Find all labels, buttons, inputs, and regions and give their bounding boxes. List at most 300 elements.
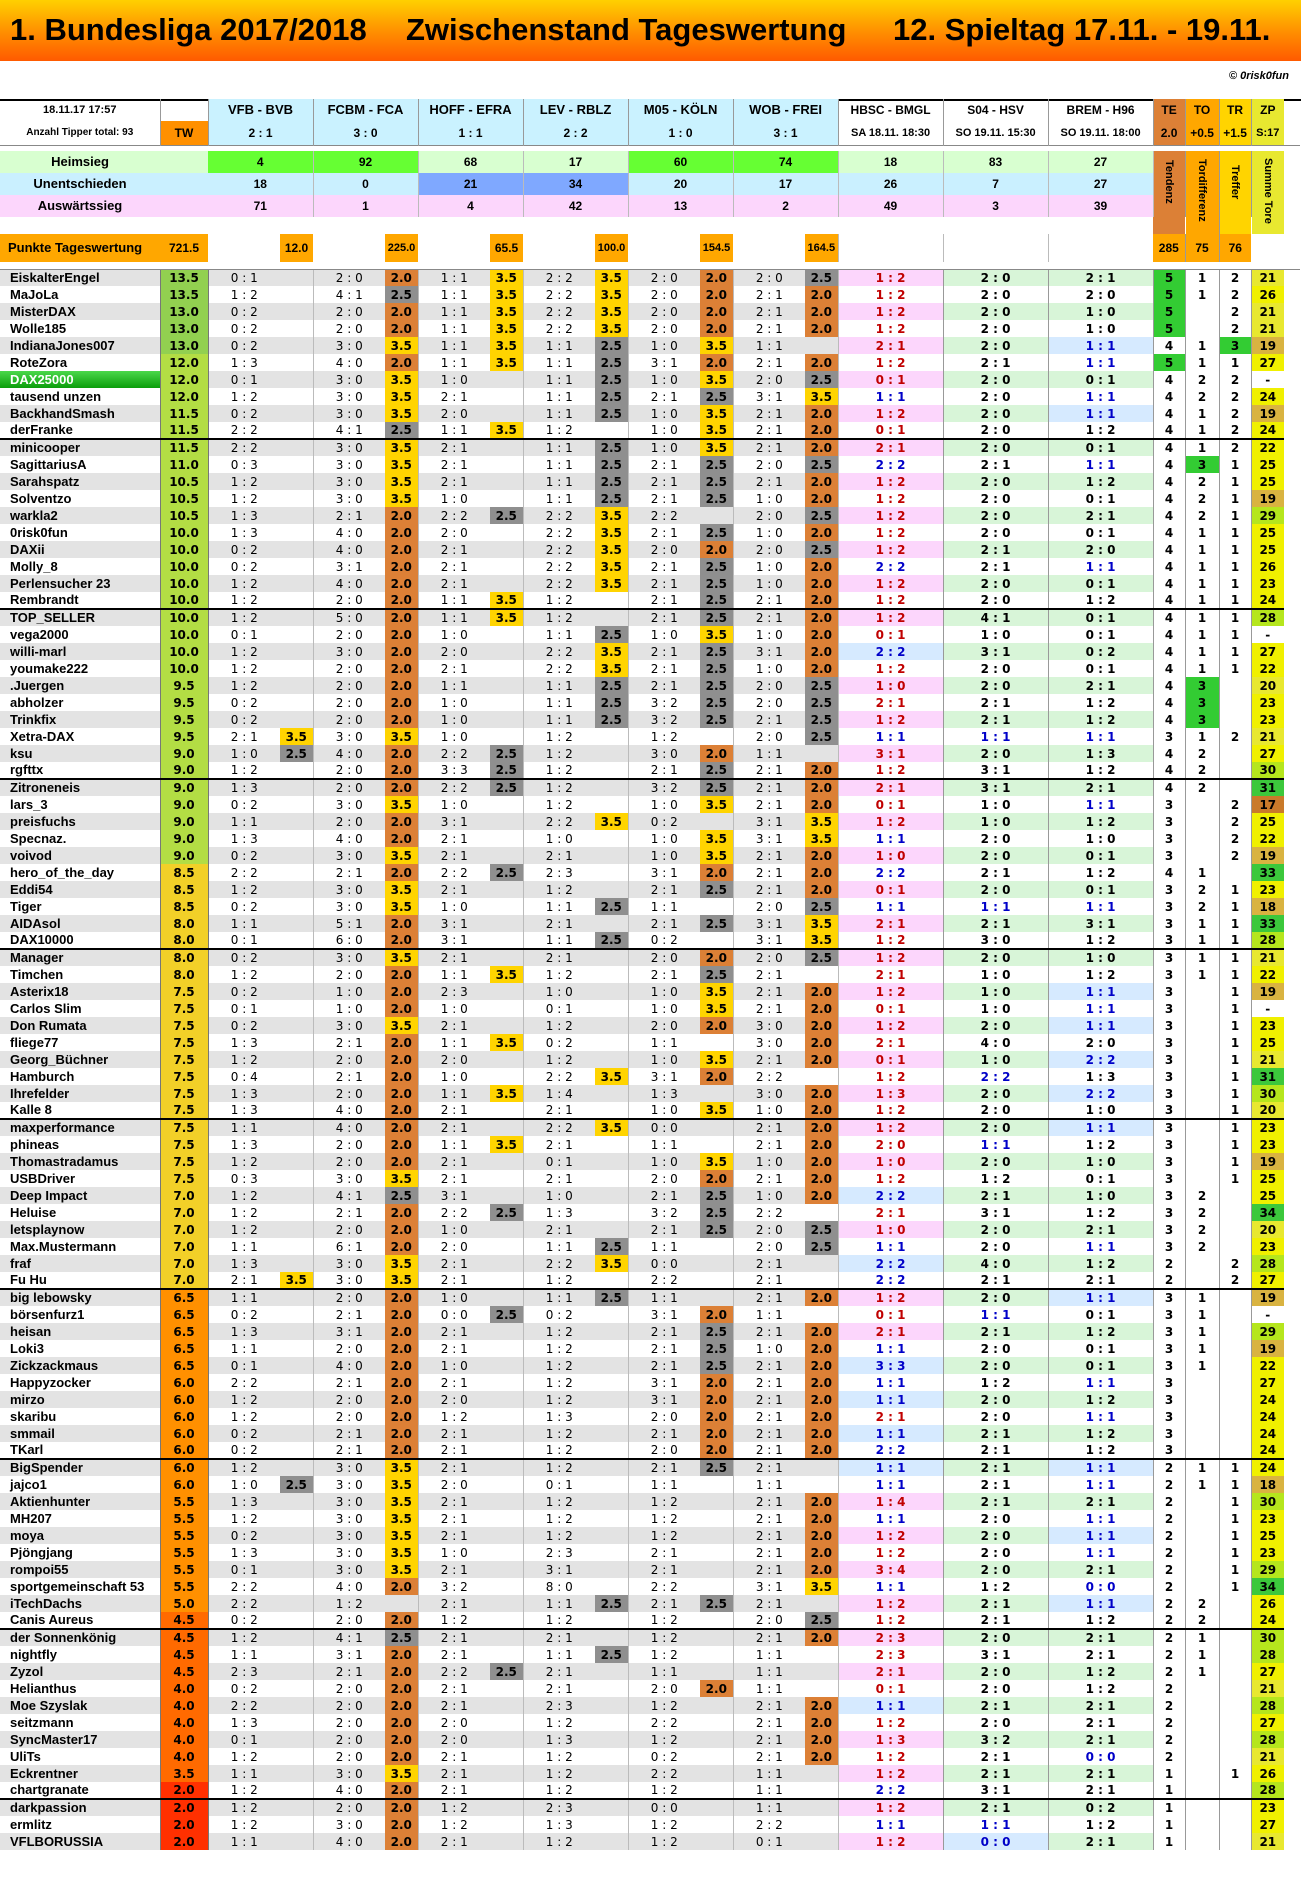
tip-points (805, 1204, 838, 1221)
pending-tip: 2 : 1 (943, 1748, 1048, 1765)
player-tw: 12.0 (160, 388, 208, 405)
tr-count: 1 (1219, 1459, 1251, 1476)
tip-points: 3.5 (595, 286, 628, 303)
player-row (0, 898, 1300, 915)
tip-cell: 1 : 0 (523, 983, 595, 1000)
player-tw: 7.0 (160, 1272, 208, 1289)
pending-tip: 1 : 2 (838, 1289, 943, 1306)
tip-cell: 4 : 0 (313, 524, 385, 541)
tip-cell: 1 : 1 (523, 898, 595, 915)
tip-points: 3.5 (805, 388, 838, 405)
tip-points (700, 1612, 733, 1629)
to-vertical (1185, 151, 1219, 234)
pending-tip: 2 : 2 (838, 1442, 943, 1459)
pending-tip: 0 : 1 (1048, 1306, 1153, 1323)
player-name: Eckrentner (0, 1765, 160, 1782)
player-row (0, 643, 1300, 660)
tip-points: 2.0 (385, 1340, 418, 1357)
tip-cell: 2 : 1 (418, 1561, 490, 1578)
tip-cell: 2 : 2 (733, 1816, 805, 1833)
tip-points: 2.5 (595, 490, 628, 507)
tip-cell: 2 : 1 (418, 847, 490, 864)
tip-cell: 0 : 2 (208, 1680, 280, 1697)
pending-tip: 1 : 2 (1048, 1391, 1153, 1408)
tr-count: 1 (1219, 1119, 1251, 1136)
player-row (0, 541, 1300, 558)
zp-sum: 18 (1251, 1476, 1284, 1493)
player-tw: 10.0 (160, 643, 208, 660)
tip-points: 2.0 (385, 983, 418, 1000)
tr-count: 2 (1219, 796, 1251, 813)
tip-points: 2.5 (700, 694, 733, 711)
tip-cell: 1 : 2 (208, 286, 280, 303)
tip-points (490, 1493, 523, 1510)
pending-tip: 0 : 1 (838, 1000, 943, 1017)
pending-tip: 2 : 0 (943, 592, 1048, 609)
pending-tip: 2 : 1 (943, 1272, 1048, 1289)
tip-cell: 2 : 1 (628, 575, 700, 592)
tip-cell: 1 : 0 (628, 983, 700, 1000)
tip-points: 2.5 (700, 677, 733, 694)
tr-count: 1 (1219, 660, 1251, 677)
zp-sum: 29 (1251, 1561, 1284, 1578)
pending-tip: 2 : 0 (943, 1221, 1048, 1238)
tipper-count-cell: Anzahl Tipper total: 93 (0, 121, 160, 145)
player-tw: 9.0 (160, 796, 208, 813)
zp-sum: - (1251, 1306, 1284, 1323)
to-count (1185, 303, 1219, 320)
tip-points: 2.0 (805, 592, 838, 609)
tip-points (490, 1000, 523, 1017)
tip-points (490, 575, 523, 592)
tip-points (280, 1510, 313, 1527)
pending-tip: 1 : 1 (1048, 1510, 1153, 1527)
tip-cell: 1 : 2 (628, 1731, 700, 1748)
te-count: 4 (1153, 694, 1185, 711)
tip-points: 2.0 (805, 796, 838, 813)
zp-sum: 21 (1251, 1680, 1284, 1697)
spacer-cell (418, 217, 490, 234)
tip-cell: 2 : 0 (418, 524, 490, 541)
tip-cell: 2 : 1 (418, 1527, 490, 1544)
to-count (1185, 796, 1219, 813)
tip-points: 2.0 (385, 303, 418, 320)
player-row (0, 1476, 1300, 1493)
tip-points: 2.5 (490, 507, 523, 524)
tip-cell: 1 : 2 (208, 1782, 280, 1799)
tip-points (490, 1714, 523, 1731)
tip-points: 3.5 (595, 1068, 628, 1085)
te-count: 4 (1153, 524, 1185, 541)
tip-cell: 1 : 1 (208, 1238, 280, 1255)
te-count: 1 (1153, 1782, 1185, 1799)
tip-cell: 1 : 0 (733, 575, 805, 592)
tip-points: 2.5 (595, 439, 628, 456)
tr-count: 2 (1219, 320, 1251, 337)
spacer-cell (943, 217, 1048, 234)
tip-cell: 3 : 1 (733, 643, 805, 660)
tip-cell: 2 : 0 (418, 643, 490, 660)
tip-points (700, 1272, 733, 1289)
pending-tip: 1 : 2 (838, 1102, 943, 1119)
to-count: 2 (1185, 881, 1219, 898)
tip-cell: 0 : 1 (523, 1153, 595, 1170)
tip-cell: 2 : 0 (628, 269, 700, 286)
tip-cell: 0 : 2 (208, 1527, 280, 1544)
tr-count: 1 (1219, 626, 1251, 643)
player-row (0, 524, 1300, 541)
tip-cell: 1 : 2 (208, 609, 280, 626)
tip-points: 2.0 (385, 1680, 418, 1697)
tip-points (595, 1833, 628, 1850)
zp-sum: 23 (1251, 881, 1284, 898)
tip-points: 2.0 (385, 507, 418, 524)
tr-count: 2 (1219, 1255, 1251, 1272)
tip-cell: 1 : 2 (628, 728, 700, 745)
zp-sum: 18 (1251, 898, 1284, 915)
to-count (1185, 1544, 1219, 1561)
tr-count (1219, 864, 1251, 881)
te-count: 3 (1153, 966, 1185, 983)
tip-cell: 1 : 0 (313, 983, 385, 1000)
tip-cell: 1 : 2 (208, 1204, 280, 1221)
standings-table (0, 99, 1300, 1850)
tip-cell: 3 : 1 (523, 1561, 595, 1578)
player-tw: 9.5 (160, 694, 208, 711)
pending-tip: 2 : 1 (838, 1204, 943, 1221)
tip-points (805, 1272, 838, 1289)
tip-points: 2.0 (385, 830, 418, 847)
tr-count: 1 (1219, 354, 1251, 371)
to-count (1185, 847, 1219, 864)
tip-cell: 4 : 0 (313, 745, 385, 762)
tip-points (280, 1731, 313, 1748)
tip-points: 3.5 (595, 1255, 628, 1272)
tip-cell: 3 : 1 (313, 1323, 385, 1340)
player-row (0, 1017, 1300, 1034)
tip-cell: 0 : 3 (208, 456, 280, 473)
te-count: 5 (1153, 269, 1185, 286)
tr-count: 1 (1219, 915, 1251, 932)
tip-cell: 5 : 1 (313, 915, 385, 932)
tip-cell: 2 : 1 (628, 1561, 700, 1578)
tip-cell: 2 : 3 (523, 1544, 595, 1561)
te-count: 3 (1153, 915, 1185, 932)
tip-cell: 2 : 1 (733, 1119, 805, 1136)
tip-points: 2.5 (595, 711, 628, 728)
zp-sum: 19 (1251, 405, 1284, 422)
tr-count (1219, 1816, 1251, 1833)
zp-sum: 21 (1251, 728, 1284, 745)
tip-cell: 2 : 2 (523, 813, 595, 830)
tip-points (490, 1833, 523, 1850)
to-count: 2 (1185, 1204, 1219, 1221)
tip-points: 2.0 (805, 1442, 838, 1459)
te-count: 5 (1153, 354, 1185, 371)
pending-tip: 1 : 2 (1048, 762, 1153, 779)
tip-points (700, 1731, 733, 1748)
tip-cell: 1 : 2 (208, 677, 280, 694)
te-count: 2 (1153, 1663, 1185, 1680)
tr-count: 1 (1219, 1153, 1251, 1170)
pending-tip: 2 : 0 (943, 422, 1048, 439)
tip-points: 2.0 (805, 1527, 838, 1544)
zp-sum: 27 (1251, 1663, 1284, 1680)
te-count: 1 (1153, 1799, 1185, 1816)
zp-sum: - (1251, 371, 1284, 388)
game-unent-1: 0 (313, 173, 418, 195)
pending-tip: 1 : 2 (838, 592, 943, 609)
te-count: 4 (1153, 473, 1185, 490)
player-name: chartgranate (0, 1782, 160, 1799)
tip-cell: 1 : 2 (208, 575, 280, 592)
tip-points: 2.5 (490, 762, 523, 779)
tip-cell: 0 : 2 (208, 558, 280, 575)
te-count: 3 (1153, 1170, 1185, 1187)
pending-tip: 1 : 1 (838, 898, 943, 915)
player-row (0, 1391, 1300, 1408)
pending-tip: 1 : 2 (1048, 694, 1153, 711)
player-row (0, 1697, 1300, 1714)
player-tw: 6.5 (160, 1306, 208, 1323)
to-count (1185, 1051, 1219, 1068)
tip-points (595, 830, 628, 847)
pending-tip: 1 : 1 (1048, 898, 1153, 915)
tip-points: 2.0 (385, 269, 418, 286)
player-row (0, 1408, 1300, 1425)
pending-tip: 1 : 2 (1048, 1255, 1153, 1272)
tr-count: 1 (1219, 558, 1251, 575)
tip-cell: 4 : 0 (313, 575, 385, 592)
game-aus-1: 1 (313, 195, 418, 217)
to-count: 1 (1185, 1289, 1219, 1306)
tip-cell: 3 : 2 (418, 1578, 490, 1595)
tip-cell: 2 : 2 (208, 422, 280, 439)
tip-cell: 3 : 0 (313, 1255, 385, 1272)
tip-points (490, 847, 523, 864)
tip-points: 2.5 (805, 694, 838, 711)
to-count (1185, 1561, 1219, 1578)
tip-cell: 2 : 2 (418, 779, 490, 796)
tip-points (595, 1544, 628, 1561)
player-name: Zickzackmaus (0, 1357, 160, 1374)
tip-points (595, 1340, 628, 1357)
tip-points: 2.5 (595, 388, 628, 405)
tip-cell: 2 : 1 (628, 660, 700, 677)
tip-points: 2.0 (385, 966, 418, 983)
tip-cell: 3 : 0 (313, 388, 385, 405)
tip-cell: 2 : 1 (733, 1289, 805, 1306)
tip-cell: 2 : 1 (418, 1595, 490, 1612)
player-row (0, 762, 1300, 779)
tr-count (1219, 1680, 1251, 1697)
tip-points (280, 1527, 313, 1544)
tr-count: 1 (1219, 1765, 1251, 1782)
tip-points: 2.0 (805, 1119, 838, 1136)
tip-points (490, 1357, 523, 1374)
tip-cell: 2 : 2 (523, 541, 595, 558)
pending-tip: 0 : 1 (1048, 881, 1153, 898)
tip-cell: 2 : 1 (733, 1374, 805, 1391)
player-row (0, 1119, 1300, 1136)
tip-cell: 2 : 2 (208, 1374, 280, 1391)
tip-points (805, 1782, 838, 1799)
tip-cell: 2 : 0 (733, 949, 805, 966)
te-count: 4 (1153, 558, 1185, 575)
to-count: 1 (1185, 558, 1219, 575)
game-unent-2: 21 (418, 173, 523, 195)
pending-tip: 0 : 1 (1048, 1357, 1153, 1374)
tip-points (490, 1544, 523, 1561)
pending-tip: 1 : 2 (1048, 864, 1153, 881)
tip-cell: 1 : 0 (733, 1153, 805, 1170)
tip-cell: 1 : 2 (523, 881, 595, 898)
tip-points (595, 1170, 628, 1187)
tip-cell: 1 : 0 (733, 558, 805, 575)
tip-cell: 2 : 1 (733, 1357, 805, 1374)
te-count: 3 (1153, 1442, 1185, 1459)
tw-blank (160, 195, 208, 217)
tip-cell: 1 : 2 (208, 1510, 280, 1527)
zp-sum: 22 (1251, 966, 1284, 983)
tip-cell: 3 : 0 (313, 473, 385, 490)
tip-points: 2.0 (700, 1374, 733, 1391)
tip-points: 2.0 (700, 320, 733, 337)
player-tw: 3.5 (160, 1765, 208, 1782)
tip-cell: 3 : 0 (313, 1017, 385, 1034)
tip-cell: 0 : 2 (208, 796, 280, 813)
tip-points (805, 1306, 838, 1323)
player-tw: 11.5 (160, 422, 208, 439)
game-aus-5: 2 (733, 195, 838, 217)
tip-cell: 2 : 2 (418, 507, 490, 524)
tip-cell: 2 : 1 (733, 1255, 805, 1272)
to-count: 1 (1185, 1646, 1219, 1663)
tip-points (280, 354, 313, 371)
game-score-3: 2 : 2 (523, 121, 628, 145)
pending-tip: 1 : 1 (1048, 1289, 1153, 1306)
tr-count: 2 (1219, 388, 1251, 405)
pending-tip: 2 : 0 (943, 1663, 1048, 1680)
tip-cell: 2 : 0 (313, 762, 385, 779)
player-tw: 6.0 (160, 1459, 208, 1476)
pending-tip: 1 : 1 (1048, 1374, 1153, 1391)
to-count (1185, 1442, 1219, 1459)
pending-tip: 1 : 2 (1048, 473, 1153, 490)
pending-tip: 1 : 2 (838, 1017, 943, 1034)
zp-sum: 34 (1251, 1578, 1284, 1595)
tip-cell: 2 : 0 (733, 694, 805, 711)
tip-points: 2.5 (805, 507, 838, 524)
player-row (0, 1731, 1300, 1748)
tip-points: 2.0 (805, 473, 838, 490)
te-count: 3 (1153, 1187, 1185, 1204)
player-name: Canis Aureus (0, 1612, 160, 1629)
pending-tip: 2 : 1 (943, 1595, 1048, 1612)
player-row (0, 626, 1300, 643)
tip-cell: 2 : 1 (628, 966, 700, 983)
tip-cell: 0 : 2 (208, 898, 280, 915)
player-name: nightfly (0, 1646, 160, 1663)
pending-tip: 2 : 0 (1048, 286, 1153, 303)
player-name: Sarahspatz (0, 473, 160, 490)
tip-cell: 2 : 1 (733, 1629, 805, 1646)
tip-points (805, 1680, 838, 1697)
tip-points (595, 1663, 628, 1680)
tip-cell: 1 : 0 (733, 1340, 805, 1357)
tip-points (700, 507, 733, 524)
player-name: MaJoLa (0, 286, 160, 303)
zp-sum: 28 (1251, 1782, 1284, 1799)
tip-points: 3.5 (805, 1578, 838, 1595)
player-tw: 2.0 (160, 1816, 208, 1833)
tip-points: 3.5 (280, 1272, 313, 1289)
tr-count: 1 (1219, 898, 1251, 915)
tr-count (1219, 1425, 1251, 1442)
tip-points (280, 490, 313, 507)
tip-cell: 2 : 1 (733, 1323, 805, 1340)
tip-points: 3.5 (700, 847, 733, 864)
tip-cell: 1 : 1 (523, 405, 595, 422)
player-row (0, 456, 1300, 473)
tip-points (595, 1578, 628, 1595)
zp-sum: 25 (1251, 1170, 1284, 1187)
pending-tip: 2 : 1 (1048, 779, 1153, 796)
tr-count: 1 (1219, 1527, 1251, 1544)
te-count: 4 (1153, 592, 1185, 609)
tip-cell: 2 : 2 (628, 507, 700, 524)
tip-cell: 2 : 0 (313, 694, 385, 711)
pending-tip: 2 : 1 (1048, 1714, 1153, 1731)
tip-cell: 2 : 0 (418, 1391, 490, 1408)
to-count (1185, 1068, 1219, 1085)
tip-cell: 1 : 2 (208, 1748, 280, 1765)
player-row (0, 371, 1300, 388)
to-count: 2 (1185, 1238, 1219, 1255)
tip-cell: 1 : 1 (628, 1663, 700, 1680)
te-count: 2 (1153, 1493, 1185, 1510)
tip-points: 2.0 (385, 915, 418, 932)
tr-count: 2 (1219, 1272, 1251, 1289)
player-name: Thomastradamus (0, 1153, 160, 1170)
pending-tip: 2 : 1 (943, 1799, 1048, 1816)
player-name: SagittariusA (0, 456, 160, 473)
player-tw: 9.5 (160, 711, 208, 728)
to-count: 1 (1185, 643, 1219, 660)
pending-tip: 1 : 2 (838, 932, 943, 949)
pending-tip: 1 : 2 (1048, 1663, 1153, 1680)
player-tw: 11.0 (160, 456, 208, 473)
tip-cell: 2 : 1 (733, 881, 805, 898)
zp-sum: 19 (1251, 983, 1284, 1000)
zp-sum: 26 (1251, 558, 1284, 575)
game-score-1: 3 : 0 (313, 121, 418, 145)
tr-count: 2 (1219, 847, 1251, 864)
pending-tip: 4 : 0 (943, 1255, 1048, 1272)
tip-cell: 2 : 3 (523, 864, 595, 881)
tip-points: 2.5 (595, 932, 628, 949)
pending-tip: 2 : 1 (1048, 1782, 1153, 1799)
tip-cell: 3 : 1 (733, 830, 805, 847)
tip-cell: 2 : 1 (418, 1425, 490, 1442)
tip-cell: 2 : 1 (418, 1272, 490, 1289)
pending-tip: 2 : 0 (943, 745, 1048, 762)
zp-sum: 23 (1251, 1238, 1284, 1255)
tip-cell: 3 : 1 (628, 1306, 700, 1323)
zp-sum: 20 (1251, 1221, 1284, 1238)
game-heim-0: 4 (208, 151, 313, 173)
tip-points: 2.0 (385, 1782, 418, 1799)
